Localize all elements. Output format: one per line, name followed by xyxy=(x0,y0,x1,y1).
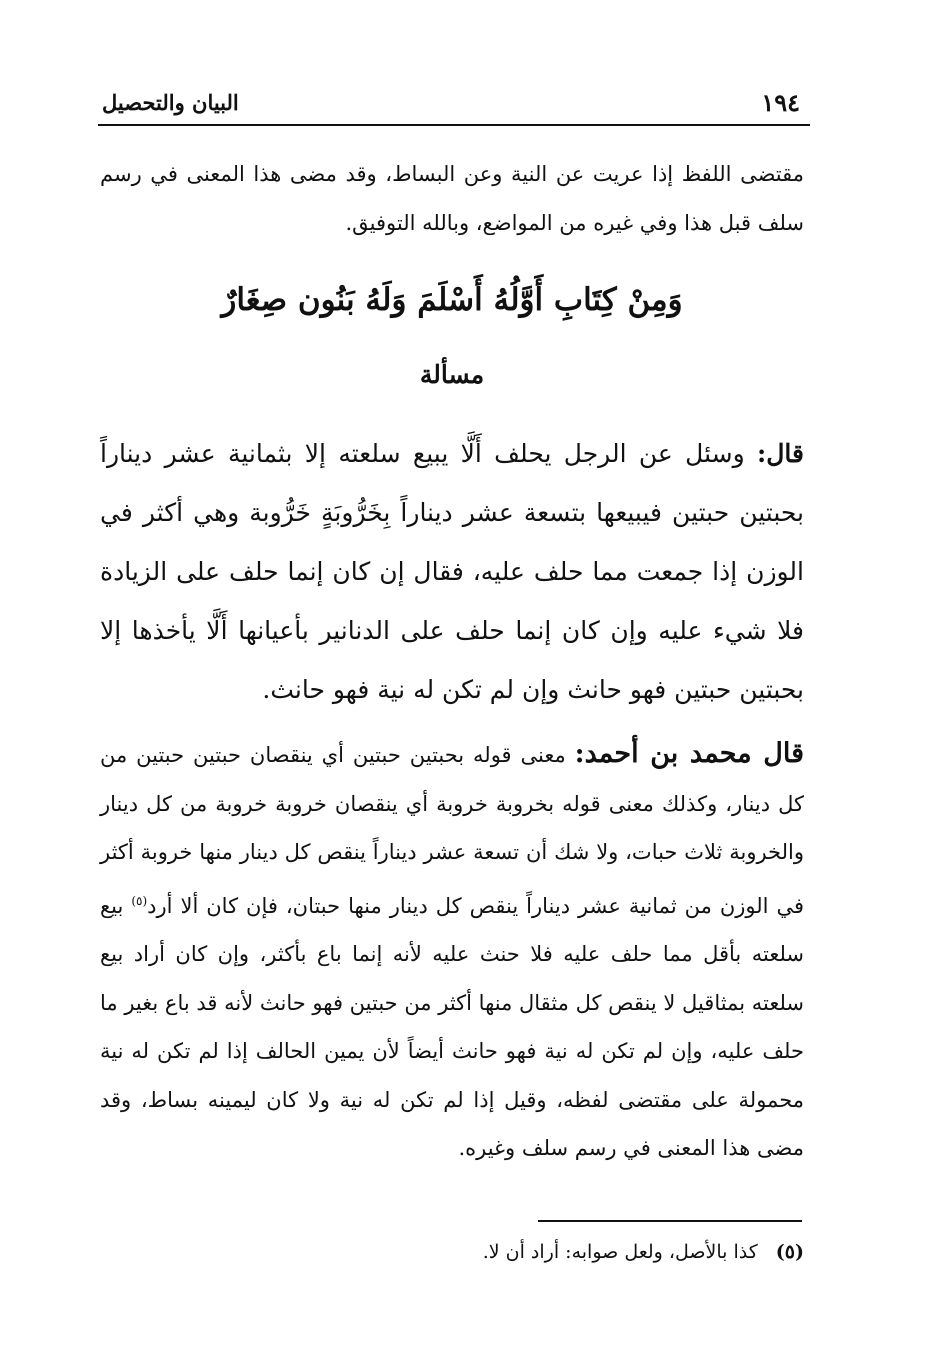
footnote xyxy=(100,1232,804,1272)
header-rule xyxy=(98,124,810,126)
chapter-title: وَمِنْ كِتَابِ أَوَّلُهُ أَسْلَمَ وَلَهُ بَنُون صِغَارٌ xyxy=(221,282,683,318)
footnote-number: (٥) xyxy=(775,1241,804,1263)
commentary-speaker: قال محمد بن أحمد: xyxy=(574,738,804,769)
masala-text: وسئل عن الرجل يحلف أَلَّا يبيع سلعته إلا بثمانية عشر ديناراً بحبتين حبتين فيبيعها بتسعة عشر ديناراً بِخَرُّوبَةٍ خَرُّوبة وهي أكثر في الوزن إذا جمعت مما حلف عليه، فقال إن كان إنما حلف على الزيادة فلا شيء عليه وإن كان إنما حلف على الدنانير بأعيانها أَلَّا يأخذها إلا بحبتين حبتين فهو حانث وإن لم تكن له نية فهو حانث. xyxy=(100,439,804,704)
masala-speaker: قال: xyxy=(757,439,804,468)
footnote-rule xyxy=(538,1220,802,1222)
footnote-text: كذا بالأصل، ولعل صوابه: أراد أن لا. xyxy=(482,1241,758,1263)
issue-title: مسألة xyxy=(419,360,485,389)
page-header xyxy=(98,88,808,124)
footnote-reference[interactable]: (٥) xyxy=(131,893,148,908)
commentary-text-after-note: بيع سلعته بأقل مما حلف عليه فلا حنث عليه لأنه إنما باع بأكثر، وإن كان أراد بيع سلعته بمثاقيل لا ينقص كل مثقال منها أكثر من حبتين فهو حانث لأنه قد باع بغير ما حلف عليه، وإن لم تكن له نية فهو حانث أيضاً لأن يمين الحالف إذا لم تكن له نية محمولة على مقتضى لفظه، وقيل إذا لم تكن له نية ولا كان ليمينه بساط، وقد مضى هذا المعنى في رسم سلف وغيره. xyxy=(100,893,804,1160)
commentary-paragraph xyxy=(100,730,804,1173)
page-number: ١٩٤ xyxy=(761,88,800,117)
masala-paragraph xyxy=(100,424,804,719)
intro-paragraph: مقتضى اللفظ إذا عريت عن النية وعن البساط، وقد مضى هذا المعنى في رسم سلف قبل هذا وفي غيره من المواضع، وبالله التوفيق. xyxy=(100,162,804,235)
commentary-text-before-note: معنى قوله بحبتين حبتين أي ينقصان حبتين حبتين من كل دينار، وكذلك معنى قوله بخروبة خروبة أي ينقصان خروبة خروبة من كل دينار والخروبة ثلاث حبات، ولا شك أن تسعة عشر ديناراً ينقص كل دينار منها خروبة أكثر في الوزن من ثمانية عشر ديناراً ينقص كل دينار منها حبتان، فإن كان ألا أرد xyxy=(100,743,804,918)
running-title: البيان والتحصيل xyxy=(102,90,239,115)
